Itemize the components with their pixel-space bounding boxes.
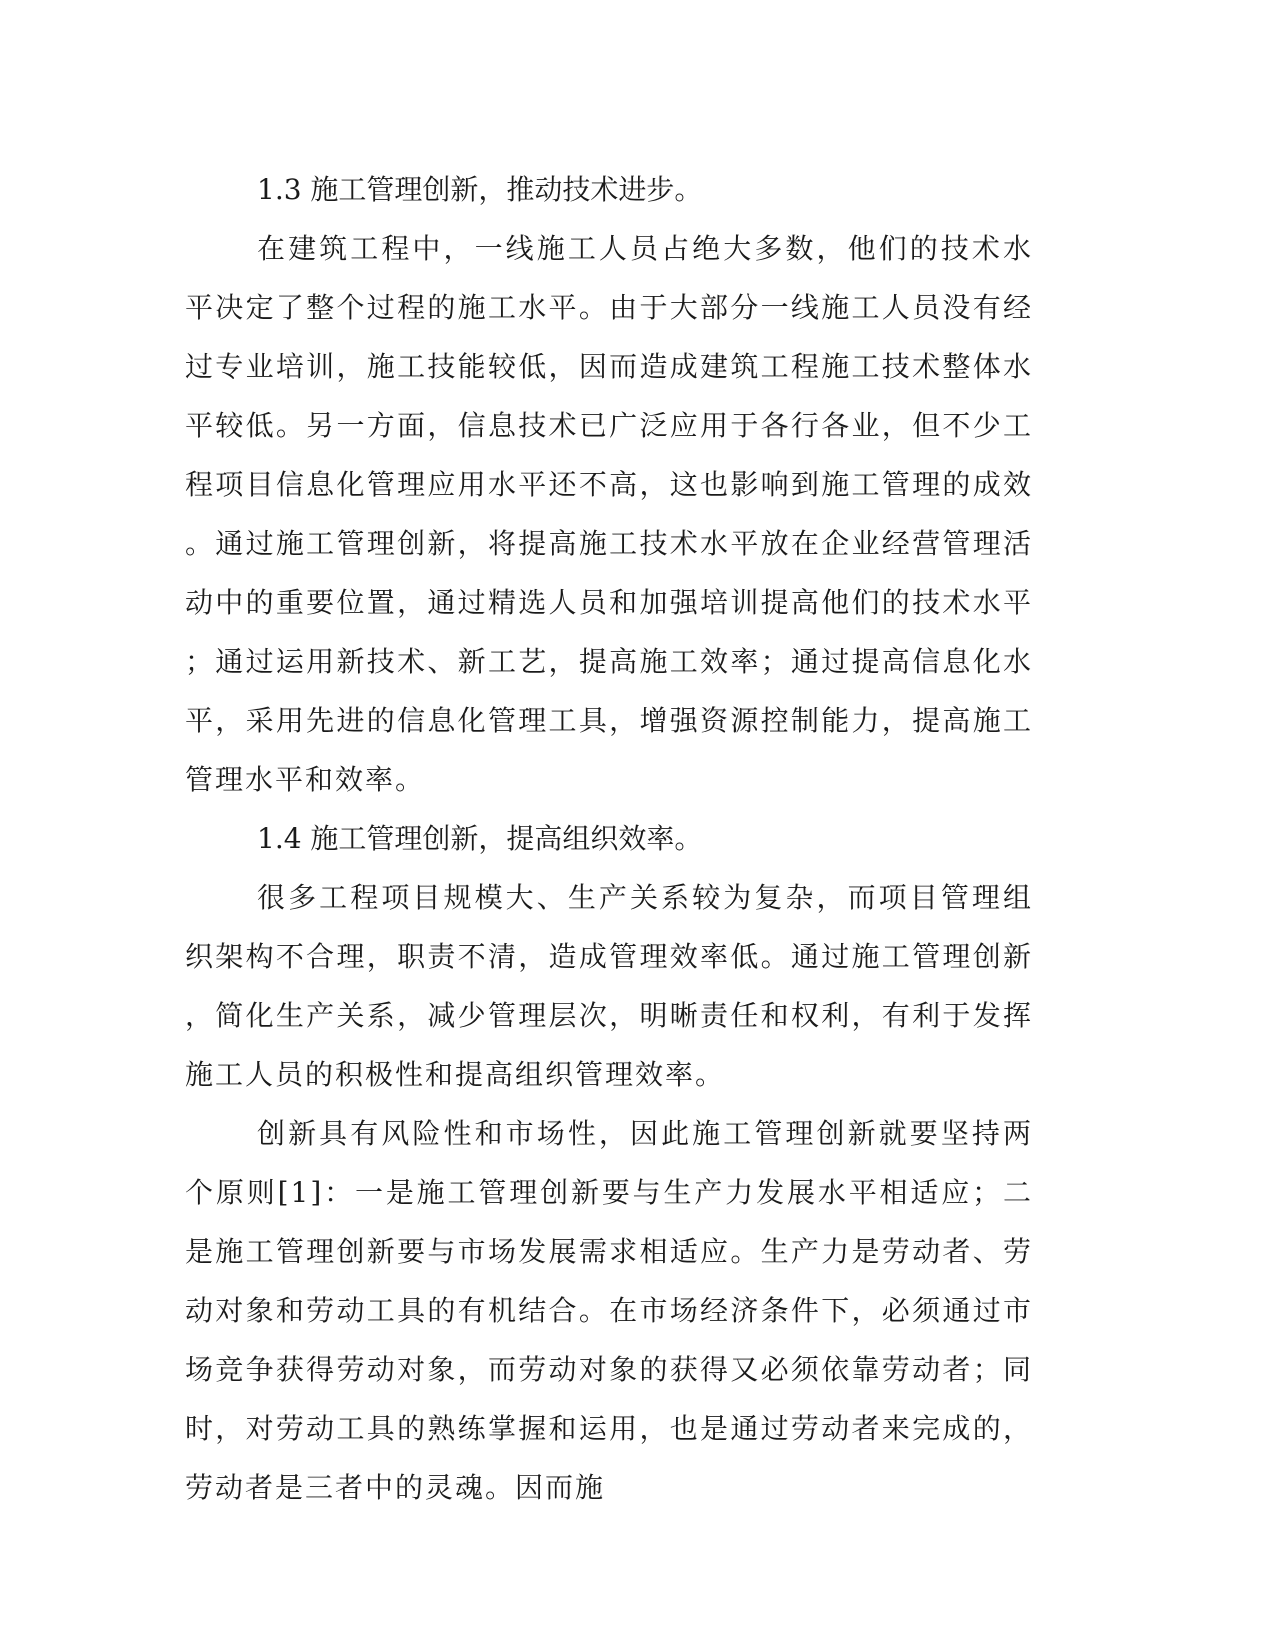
paragraph-technical-progress: 在建筑工程中，一线施工人员占绝大多数，他们的技术水平决定了整个过程的施工水平。由于大部分一线施工人员没有经过专业培训，施工技能较低，因而造成建筑工程施工技术整体水平较低。另一方面，信息技术已广泛应用于各行各业，但不少工程项目信息化管理应用水平还不高，这也影响到施工管理的成效。通过施工管理创新，将提高施工技术水平放在企业经营管理活动中的重要位置，通过精选人员和加强培训提高他们的技术水平；通过运用新技术、新工艺，提高施工效率；通过提高信息化水平，采用先进的信息化管理工具，增强资源控制能力，提高施工管理水平和效率。 bbox=[185, 232, 1033, 796]
paragraph-organization-efficiency: 很多工程项目规模大、生产关系较为复杂，而项目管理组织架构不合理，职责不清，造成管理效率低。通过施工管理创新，简化生产关系，减少管理层次，明晰责任和权利，有利于发挥施工人员的积极性和提高组织管理效率。 bbox=[185, 881, 1033, 1091]
document-body bbox=[185, 160, 1033, 1517]
section-heading-1-3: 1.3 施工管理创新，推动技术进步。 bbox=[257, 173, 703, 206]
section-heading-1-4: 1.4 施工管理创新，提高组织效率。 bbox=[257, 822, 703, 855]
paragraph-innovation-principles: 创新具有风险性和市场性，因此施工管理创新就要坚持两个原则[1]：一是施工管理创新要与生产力发展水平相适应；二是施工管理创新要与市场发展需求相适应。生产力是劳动者、劳动对象和劳动工具的有机结合。在市场经济条件下，必须通过市场竞争获得劳动对象，而劳动对象的获得又必须依靠劳动者；同时，对劳动工具的熟练掌握和运用，也是通过劳动者来完成的，劳动者是三者中的灵魂。因而施 bbox=[185, 1117, 1033, 1504]
